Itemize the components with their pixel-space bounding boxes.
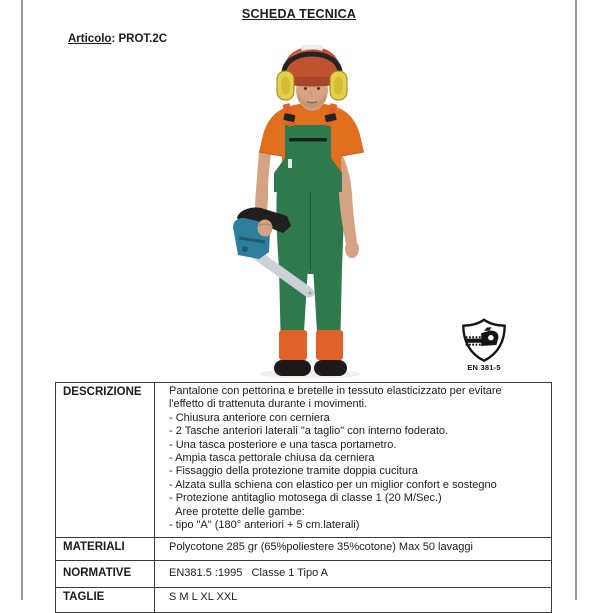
product-photo-chainsaw-worker <box>225 42 375 382</box>
spec-text-line: - Chiusura anteriore con cerniera <box>169 411 330 424</box>
spec-row-taglie <box>56 588 551 612</box>
spec-row-materiali <box>56 538 551 561</box>
spec-text-line: S M L XL XXL <box>169 591 238 603</box>
spec-text-line: Aree protette delle gambe: <box>169 505 305 518</box>
article-label: Articolo <box>68 33 112 45</box>
spec-text-line: - tipo "A" (180° anteriori + 5 cm.laterali) <box>169 519 360 532</box>
spec-text-line: l'effetto di trattenuta durante i movimenti. <box>169 398 368 411</box>
spec-row-label: DESCRIZIONE <box>56 383 155 537</box>
spec-text-line: - Una tasca posteriore e una tasca portametro. <box>169 438 397 451</box>
page-right-border <box>575 0 577 600</box>
spec-text-line: - 2 Tasche anteriori laterali "a taglio" con interno foderato. <box>169 425 449 438</box>
spec-row-label: TAGLIE <box>56 588 155 612</box>
certification-badge <box>452 317 516 372</box>
spec-text-line: - Alzata sulla schiena con elastico per un miglior confort e sostegno <box>169 478 497 491</box>
certification-label: EN 381-5 <box>467 363 501 372</box>
spec-row-value <box>155 588 551 612</box>
spec-text-line: Pantalone con pettorina e bretelle in tessuto elasticizzato per evitare <box>169 385 502 397</box>
spec-table <box>55 382 552 613</box>
spec-text-line: EN381.5 :1995 Classe 1 Tipo A <box>169 567 328 579</box>
spec-row-descrizione <box>56 383 551 538</box>
en381-chainsaw-shield-icon <box>456 317 512 363</box>
spec-text-line: - Fissaggio della protezione tramite doppia cucitura <box>169 465 418 478</box>
spec-row-label: NORMATIVE <box>56 561 155 587</box>
spec-row-value <box>155 538 551 560</box>
spec-text-line: - Protezione antitaglio motosega di classe 1 (20 M/Sec.) <box>169 492 442 505</box>
page-left-border <box>21 0 23 600</box>
spec-text-line: Polycotone 285 gr (65%poliestere 35%cotone) Max 50 lavaggi <box>169 541 473 553</box>
spec-row-label: MATERIALI <box>56 538 155 560</box>
article-value: : PROT.2C <box>111 33 168 45</box>
spec-row-value <box>155 383 551 537</box>
spec-text-line: - Ampia tasca pettorale chiusa da cerniera <box>169 452 375 465</box>
spec-row-normative <box>56 561 551 588</box>
page-title: SCHEDA TECNICA <box>241 7 357 21</box>
spec-row-value <box>155 561 551 587</box>
article-line <box>68 33 167 45</box>
